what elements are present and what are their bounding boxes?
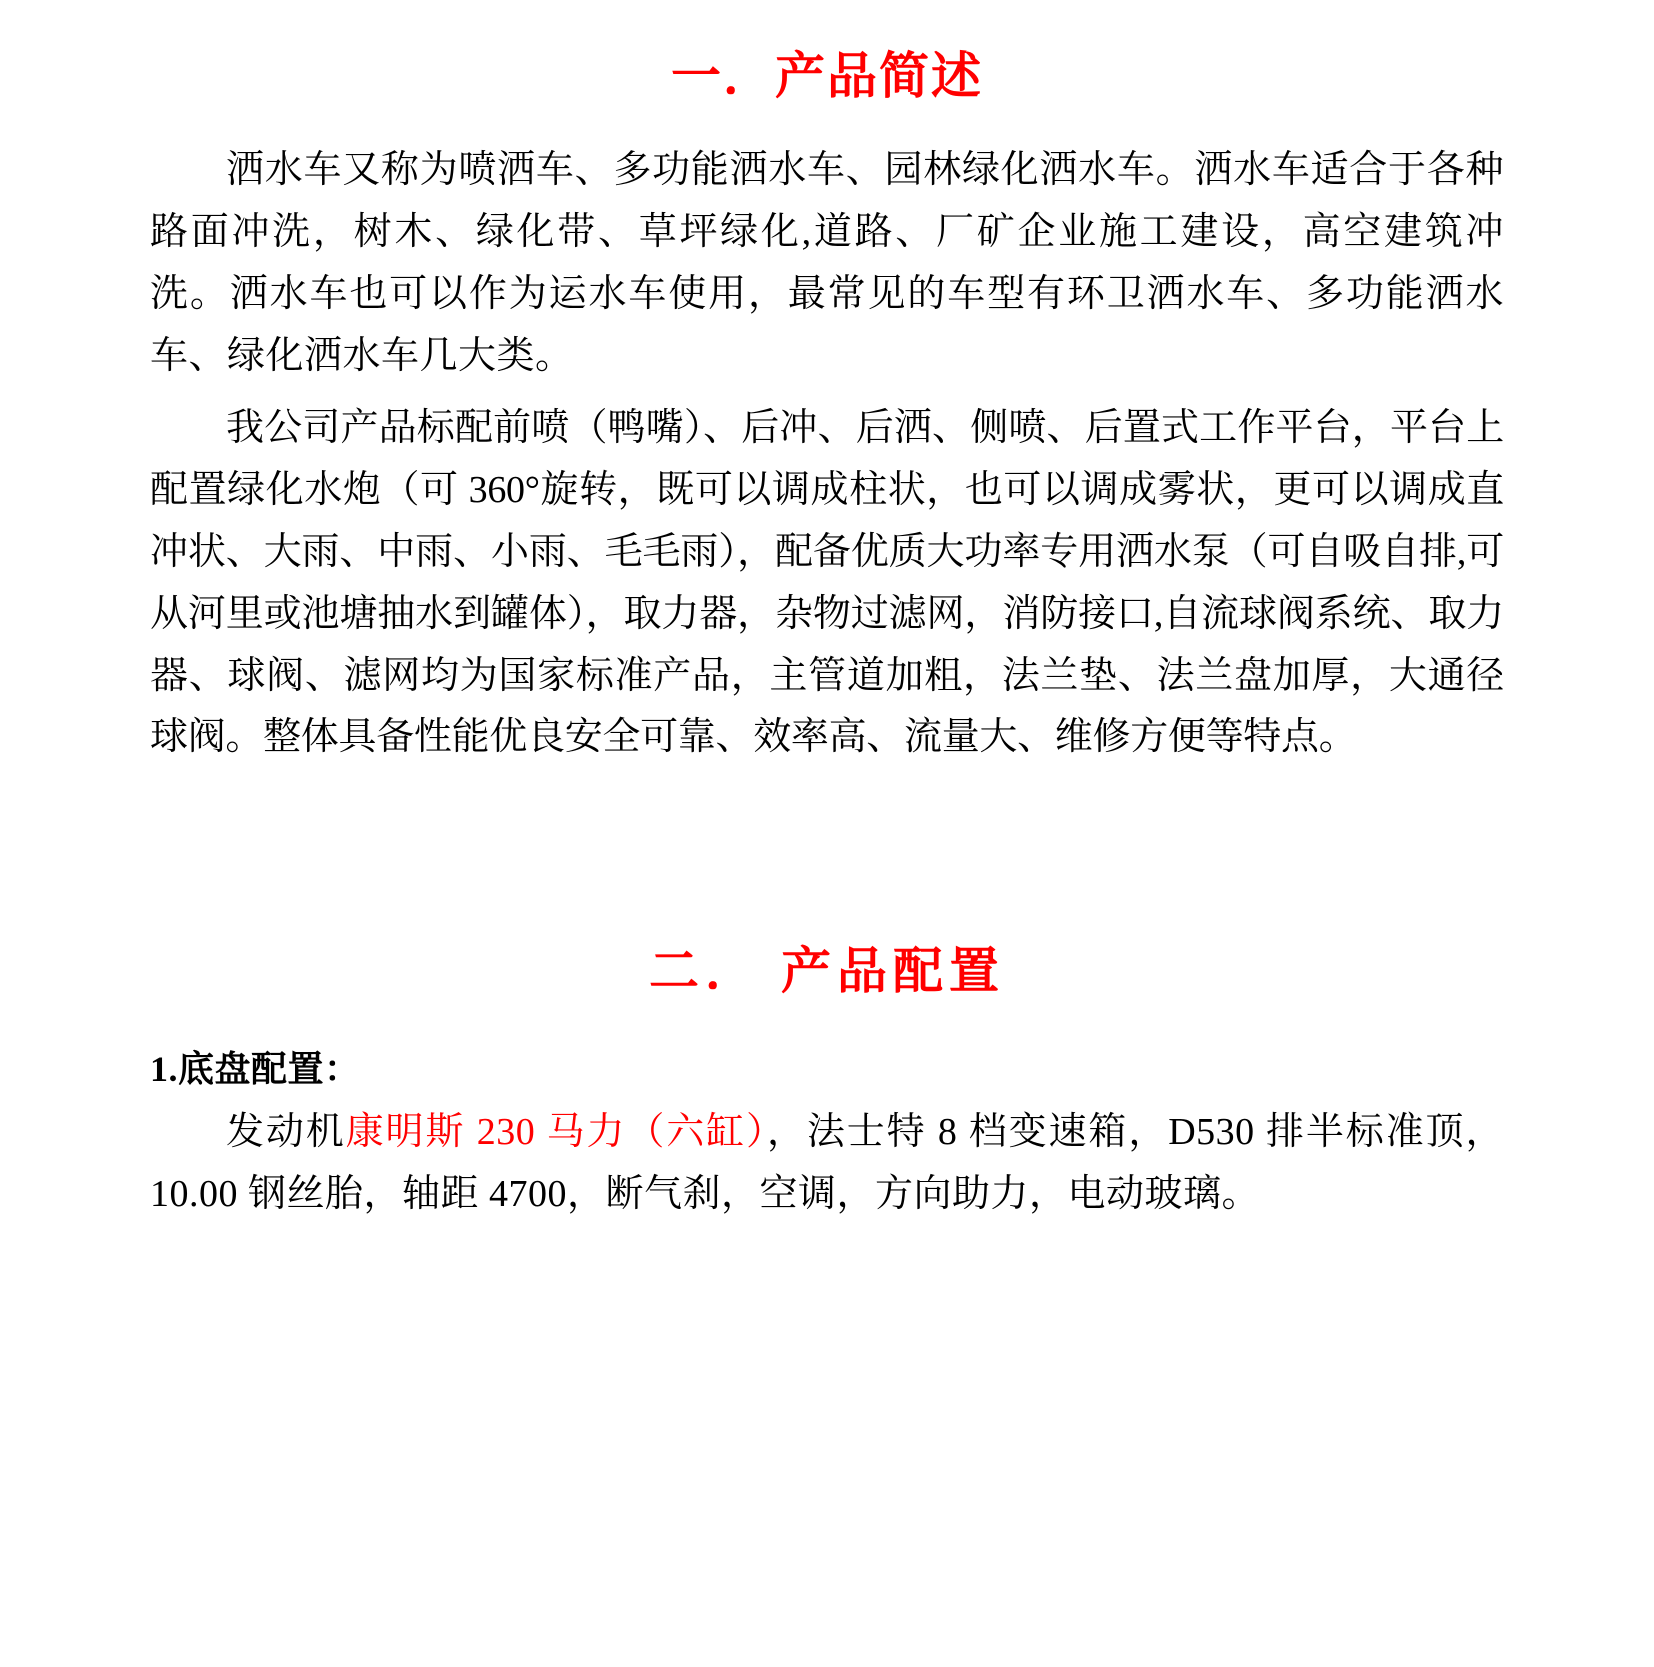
chassis-config-subheading: 1.底盘配置： [150, 1049, 361, 1090]
section-1-heading: 一．产品简述 [671, 48, 983, 104]
section-gap [150, 779, 1504, 829]
chassis-config-paragraph [150, 1102, 1504, 1226]
section-1-paragraph-2: 我公司产品标配前喷（鸭嘴）、后冲、后洒、侧喷、后置式工作平台，平台上配置绿化水炮（可 360°旋转，既可以调成柱状，也可以调成雾状，更可以调成直冲状、大雨、中雨、小雨、毛毛雨），配备优质大功率专用洒水泵（可自吸自排,可从河里或池塘抽水到罐体），取力器，杂物过滤网，消防接口,自流球阀系统、取力器、球阀、滤网均为国家标准产品，主管道加粗，法兰垫、法兰盘加厚，大通径球阀。整体具备性能优良安全可靠、效率高、流量大、维修方便等特点。 [150, 406, 1504, 759]
section-1-paragraph-1: 洒水车又称为喷洒车、多功能洒水车、园林绿化洒水车。洒水车适合于各种路面冲洗，树木、绿化带、草坪绿化,道路、厂矿企业施工建设，高空建筑冲洗。洒水车也可以作为运水车使用，最常见的车型有环卫洒水车、多功能洒水车、绿化洒水车几大类。 [150, 149, 1504, 377]
chassis-text-before: 发动机 [226, 1111, 346, 1154]
section-2-heading: 二． 产品配置 [649, 943, 1005, 1000]
chassis-engine-highlight: 康明斯 230 马力（六缸） [345, 1111, 767, 1154]
chassis-text-after: ，法士特 8 档变速箱，D530 排半标准顶，10.00 钢丝胎，轴距 4700，断气刹，空调，方向助力，电动玻璃。 [150, 1111, 1504, 1216]
